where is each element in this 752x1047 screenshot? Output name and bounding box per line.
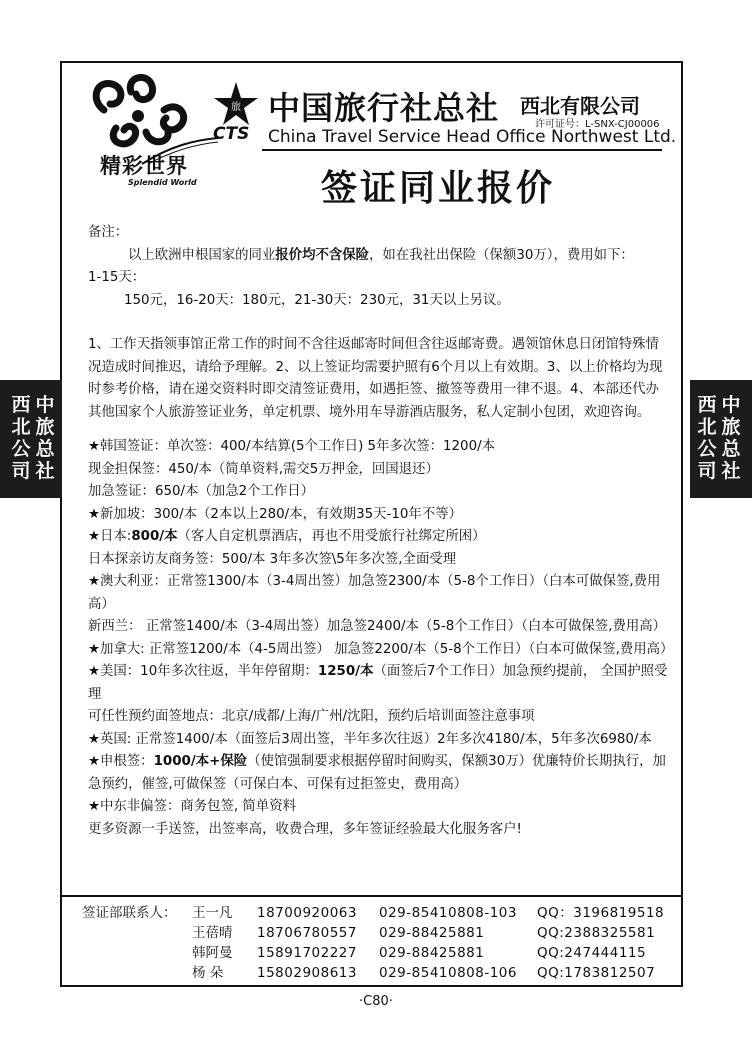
contact-qq: QQ:247444115	[537, 945, 647, 961]
contact-name: 杨 朵	[192, 965, 224, 981]
side-char: 中	[721, 394, 741, 416]
visa-line	[88, 706, 670, 729]
contact-qq: QQ：3196819518	[537, 905, 665, 921]
branch-name-cn: 西北有限公司	[520, 94, 640, 118]
contact-name: 韩阿曼	[192, 945, 233, 961]
license-number: 许可证号：L-SNX-CJ00006	[535, 119, 660, 130]
visa-line	[88, 481, 670, 504]
visa-line-text: 新西兰： 正常签1400/本（3-4周出签）加急签2400/本（5-8个工作日）（白本可做保签,费用高）	[88, 619, 667, 634]
visa-line	[88, 571, 670, 616]
side-tab-col1	[10, 394, 32, 482]
side-char: 社	[721, 460, 741, 482]
insurance-price-line: 150元，16-20天：180元，21-30天：230元，31天以上另议。	[124, 292, 510, 308]
visa-line-text: ★美国：10年多次往返，半年停留期：	[88, 664, 318, 679]
contact-qq: QQ:1783812507	[537, 965, 656, 981]
visa-line-text: （使馆强制要求根据停留时间购买，保额30万）优廉特价长期执行，加急预约，催签,可做保签（可保白本、可保有过拒签史，费用高）	[88, 754, 666, 792]
insurance-pre: 以上欧洲申根国家的同业	[128, 247, 276, 263]
side-char: 公	[11, 438, 31, 460]
contact-rule	[62, 895, 681, 897]
visa-line	[88, 661, 670, 706]
company-name-cn: 中国旅行社总社	[268, 89, 500, 127]
visa-line	[88, 819, 670, 842]
side-tab-right	[690, 380, 752, 498]
contact-qq: QQ:2388325581	[537, 925, 656, 941]
svg-text:旅: 旅	[231, 102, 241, 113]
contact-name: 王一凡	[192, 905, 233, 921]
visa-line	[88, 639, 674, 662]
visa-line-text: ★申根签：	[88, 754, 154, 769]
side-char: 西	[11, 394, 31, 416]
visa-line	[88, 616, 670, 639]
side-char: 西	[697, 394, 717, 416]
visa-line	[88, 729, 670, 752]
contact-mobile: 15802908613	[257, 965, 357, 981]
side-char: 中	[35, 394, 55, 416]
terms-paragraph: 1、工作天指领事馆正常工作的时间不含往返邮寄时间但含往返邮寄费。遇领馆休息日闭馆特殊情况造成时间推迟，请给予理解。2、以上签证均需要护照有6个月以上有效期。3、以上价格均为现时参考价格，请在递交资料时即交清签证费用，如遇拒签、撤签等费用一律不退。4、本部还代办其他国家个人旅游签证业务，单定机票、境外用车导游酒店服务，私人定制小包团，欢迎咨询。	[88, 337, 663, 420]
visa-line-text: ★加拿大: 正常签1200/本（4-5周出签） 加急签2200/本（5-8个工作日）（白本可做保签,费用高）	[88, 641, 674, 657]
visa-line-text: ★韩国签证：单次签：400/本结算(5个工作日) 5年多次签：1200/本	[88, 439, 496, 454]
visa-line	[88, 459, 670, 482]
contact-tel: 029-85410808-103	[379, 905, 517, 921]
visa-line-text: 更多资源一手送签，出签率高，收费合理，多年签证经验最大化服务客户!	[88, 821, 522, 837]
side-char: 旅	[35, 416, 55, 438]
side-char: 旅	[721, 416, 741, 438]
splendid-world-cn: 精彩世界	[100, 153, 188, 178]
visa-line	[88, 751, 670, 796]
contact-name: 王蓓晴	[192, 925, 233, 941]
side-tab-left	[0, 380, 62, 498]
notes-body	[88, 222, 674, 841]
visa-line-text: ★新加坡：300/本（2本以上280/本，有效期35天-10年不等）	[88, 506, 462, 522]
visa-line-text: （面签后7个工作日）加急预约提前， 全国护照受理	[88, 664, 668, 702]
side-char: 司	[697, 460, 717, 482]
visa-line-text: 日本探亲访友商务签：500/本 3年多次签\5年多次签,全面受理	[88, 551, 457, 567]
visa-line-text: ★中东非偏签：商务包签, 简单资料	[88, 799, 296, 814]
visa-price-list	[88, 436, 674, 841]
visa-line-text: ★日本:	[88, 529, 132, 544]
page-title: 签证同业报价	[321, 168, 556, 209]
visa-line	[88, 436, 670, 459]
cts-label: CTS	[213, 124, 250, 144]
visa-line	[88, 504, 670, 527]
visa-line-text: 可任性预约面签地点：北京/成都/上海/广州/沈阳，预约后培训面签注意事项	[88, 709, 535, 724]
visa-line	[88, 549, 670, 572]
side-char: 北	[11, 416, 31, 438]
visa-line-text: 现金担保签：450/本（简单资料,需交5万押金，回国退还）	[88, 461, 439, 477]
contact-mobile: 18706780557	[257, 925, 357, 941]
side-tab-col2	[720, 394, 742, 482]
side-char: 公	[697, 438, 717, 460]
page-number: ·C80·	[359, 994, 393, 1009]
company-name-en: China Travel Service Head Office Northwest Ltd.	[268, 127, 677, 147]
side-char: 总	[721, 438, 741, 460]
header-rule	[262, 149, 662, 151]
side-tab-col2	[34, 394, 56, 482]
insurance-post: ，如在我社出保险（保额30万），费用如下：	[369, 247, 634, 263]
visa-line-text: （客人自定机票酒店，再也不用受旅行社绑定所困）	[177, 529, 486, 544]
visa-line-bold: 1000/本+保险	[153, 754, 248, 769]
contact-tel: 029-88425881	[379, 945, 485, 961]
visa-line	[88, 526, 670, 549]
insurance-note	[88, 245, 670, 268]
visa-line-text: ★英国: 正常签1400/本（面签后3周出签，半年多次往返）2年多次4180/本，5年多次6980/本	[88, 731, 652, 747]
splendid-world-logo	[100, 150, 220, 198]
visa-line	[88, 796, 670, 819]
visa-line-bold: 1250/本	[317, 664, 374, 679]
insurance-range-label: 1-15天：	[88, 270, 146, 285]
visa-line-text: 加急签证：650/本（加急2个工作日）	[88, 484, 315, 499]
visa-line-text: ★澳大利亚：正常签1300/本（3-4周出签）加急签2300/本（5-8个工作日）（白本可做保签,费用高）	[88, 574, 661, 612]
visa-line-bold: 800/本	[131, 529, 178, 544]
notes-label: 备注：	[88, 225, 129, 240]
insurance-bold: 报价均不含保险	[275, 247, 370, 263]
side-char: 北	[697, 416, 717, 438]
contacts-label: 签证部联系人：	[82, 905, 177, 921]
side-tab-col1	[696, 394, 718, 482]
side-char: 司	[11, 460, 31, 482]
side-char: 总	[35, 438, 55, 460]
contact-mobile: 18700920063	[257, 905, 357, 921]
contact-tel: 029-85410808-106	[379, 965, 517, 981]
splendid-world-en: Splendid World	[128, 178, 197, 187]
side-char: 社	[35, 460, 55, 482]
contact-tel: 029-88425881	[379, 925, 485, 941]
contact-mobile: 15891702227	[257, 945, 357, 961]
cts-star-icon	[212, 80, 260, 128]
